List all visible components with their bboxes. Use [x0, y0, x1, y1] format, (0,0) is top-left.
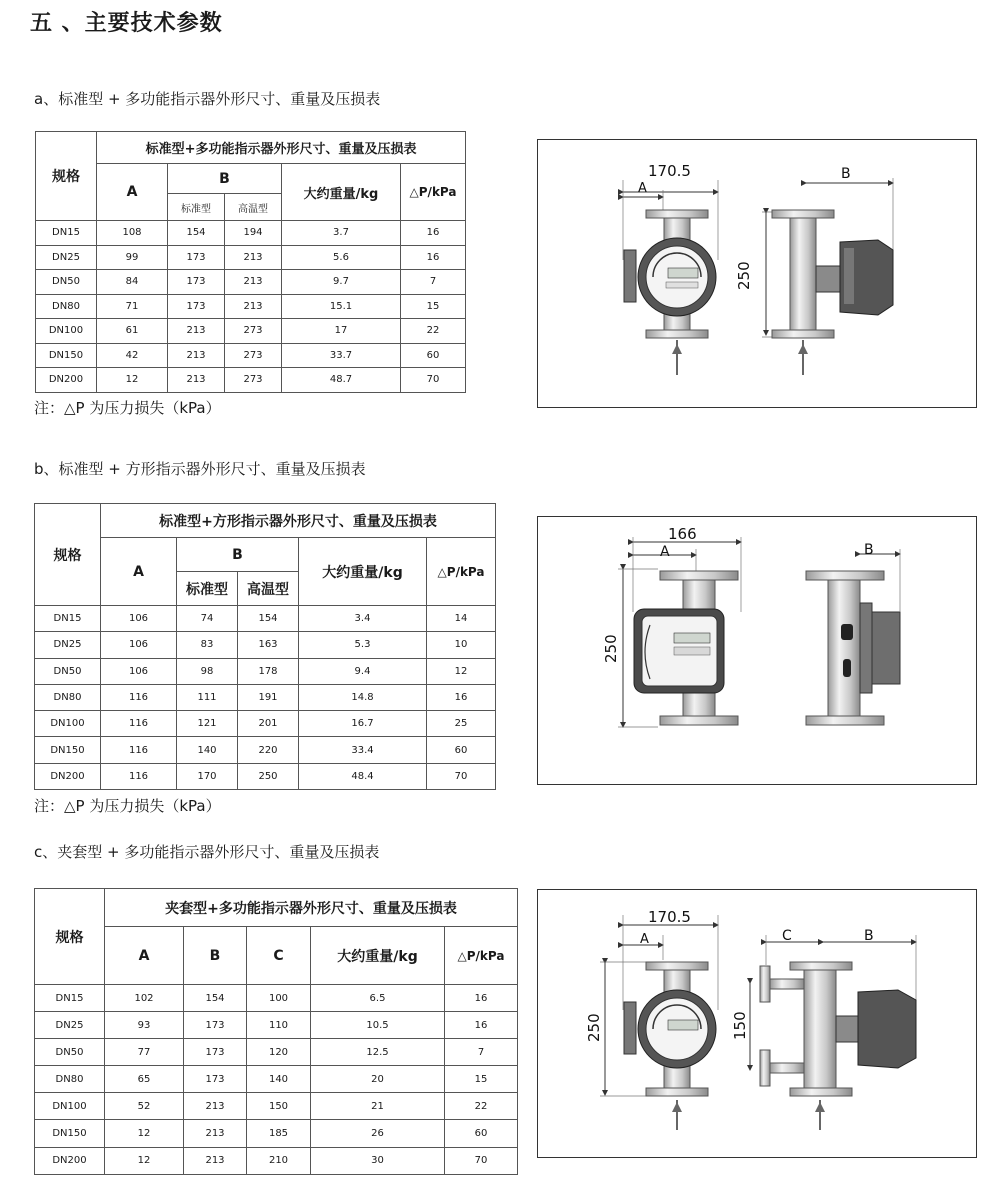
- dim-a: A: [640, 932, 649, 947]
- table-cell: 15: [445, 1066, 518, 1093]
- table-title: 夹套型+多功能指示器外形尺寸、重量及压损表: [105, 889, 518, 927]
- table-cell: DN200: [35, 1147, 105, 1174]
- table-cell: 61: [97, 319, 168, 344]
- table-cell: DN25: [36, 245, 97, 270]
- note-a: 注：△P 为压力损失（kPa）: [34, 399, 221, 417]
- table-row: [35, 1093, 518, 1120]
- table-cell: 71: [97, 294, 168, 319]
- table-cell: 16: [401, 245, 466, 270]
- table-row: [36, 221, 466, 246]
- table-title: 标准型+方形指示器外形尺寸、重量及压损表: [101, 504, 496, 538]
- table-cell: 9.4: [299, 658, 427, 684]
- table-cell: 98: [177, 658, 238, 684]
- table-cell: 16: [427, 684, 496, 710]
- col-weight: 大约重量/kg: [282, 164, 401, 221]
- table-cell: 22: [445, 1093, 518, 1120]
- table-row: [36, 368, 466, 393]
- table-row: [35, 1147, 518, 1174]
- table-cell: 65: [105, 1066, 184, 1093]
- table-cell: 16: [445, 1012, 518, 1039]
- table-cell: 178: [238, 658, 299, 684]
- table-cell: DN15: [35, 606, 101, 632]
- table-row: [35, 1039, 518, 1066]
- section-c-subtitle: c、夹套型 + 多功能指示器外形尺寸、重量及压损表: [34, 843, 380, 861]
- table-cell: DN150: [35, 1120, 105, 1147]
- table-cell: 191: [238, 684, 299, 710]
- table-cell: 48.7: [282, 368, 401, 393]
- table-c: [34, 888, 518, 1175]
- figure-a: [537, 139, 977, 408]
- table-cell: 116: [101, 737, 177, 763]
- dim-total: 166: [668, 525, 697, 543]
- dim-a: A: [638, 181, 647, 196]
- table-cell: 154: [168, 221, 225, 246]
- table-cell: 111: [177, 684, 238, 710]
- table-cell: 173: [184, 1066, 247, 1093]
- table-cell: 154: [238, 606, 299, 632]
- table-cell: 106: [101, 658, 177, 684]
- table-cell: 99: [97, 245, 168, 270]
- table-cell: 93: [105, 1012, 184, 1039]
- table-cell: 12: [105, 1120, 184, 1147]
- table-cell: 173: [184, 1039, 247, 1066]
- table-cell: 77: [105, 1039, 184, 1066]
- col-spec: 规格: [36, 132, 97, 221]
- table-cell: 120: [247, 1039, 311, 1066]
- table-row: [35, 1120, 518, 1147]
- table-cell: 173: [184, 1012, 247, 1039]
- section-a-subtitle: a、标准型 + 多功能指示器外形尺寸、重量及压损表: [34, 90, 381, 108]
- table-cell: 6.5: [311, 985, 445, 1012]
- table-a: [35, 131, 466, 393]
- table-row: [35, 711, 496, 737]
- table-cell: 16: [401, 221, 466, 246]
- table-cell: 210: [247, 1147, 311, 1174]
- table-cell: DN100: [36, 319, 97, 344]
- col-a: A: [97, 164, 168, 221]
- table-cell: 154: [184, 985, 247, 1012]
- table-cell: 116: [101, 711, 177, 737]
- table-cell: 83: [177, 632, 238, 658]
- table-cell: DN15: [36, 221, 97, 246]
- table-cell: 9.7: [282, 270, 401, 295]
- table-cell: 116: [101, 763, 177, 789]
- dim-height: 250: [602, 634, 620, 663]
- table-cell: 140: [247, 1066, 311, 1093]
- table-cell: 33.7: [282, 343, 401, 368]
- table-cell: 33.4: [299, 737, 427, 763]
- table-row: [36, 319, 466, 344]
- table-cell: DN200: [35, 763, 101, 789]
- table-row: [35, 606, 496, 632]
- col-b: B: [177, 538, 299, 572]
- col-b: B: [168, 164, 282, 194]
- table-cell: 70: [445, 1147, 518, 1174]
- table-row: [36, 245, 466, 270]
- table-b: [34, 503, 496, 790]
- table-cell: 194: [225, 221, 282, 246]
- dim-b: B: [864, 928, 874, 944]
- table-cell: 20: [311, 1066, 445, 1093]
- col-b-standard: 标准型: [177, 572, 238, 606]
- page-title: 五 、主要技术参数: [30, 11, 223, 36]
- table-cell: 21: [311, 1093, 445, 1120]
- dim-a: A: [660, 544, 670, 560]
- table-cell: DN50: [36, 270, 97, 295]
- table-row: [36, 294, 466, 319]
- table-cell: 173: [168, 245, 225, 270]
- table-cell: 70: [401, 368, 466, 393]
- col-a: A: [105, 927, 184, 985]
- dim-b: B: [864, 542, 874, 558]
- table-cell: 26: [311, 1120, 445, 1147]
- col-spec: 规格: [35, 504, 101, 606]
- table-cell: 150: [247, 1093, 311, 1120]
- table-cell: 3.7: [282, 221, 401, 246]
- table-row: [35, 737, 496, 763]
- table-cell: 12.5: [311, 1039, 445, 1066]
- table-cell: DN80: [35, 684, 101, 710]
- table-cell: 213: [168, 319, 225, 344]
- table-cell: 102: [105, 985, 184, 1012]
- table-cell: DN80: [36, 294, 97, 319]
- table-cell: 7: [401, 270, 466, 295]
- col-b-hightemp: 高温型: [225, 194, 282, 221]
- dim-height: 250: [735, 261, 753, 290]
- table-cell: 60: [401, 343, 466, 368]
- table-cell: 60: [427, 737, 496, 763]
- table-cell: 15.1: [282, 294, 401, 319]
- section-b-subtitle: b、标准型 + 方形指示器外形尺寸、重量及压损表: [34, 460, 366, 478]
- table-cell: 273: [225, 319, 282, 344]
- table-cell: 201: [238, 711, 299, 737]
- col-dp: △P/kPa: [401, 164, 466, 221]
- table-cell: DN200: [36, 368, 97, 393]
- table-cell: 213: [184, 1147, 247, 1174]
- table-cell: 60: [445, 1120, 518, 1147]
- table-cell: 213: [168, 343, 225, 368]
- col-dp: △P/kPa: [427, 538, 496, 606]
- col-weight: 大约重量/kg: [299, 538, 427, 606]
- dim-c: C: [782, 928, 792, 944]
- table-cell: 16: [445, 985, 518, 1012]
- dim-total: 170.5: [648, 162, 691, 180]
- col-b-standard: 标准型: [168, 194, 225, 221]
- table-cell: 17: [282, 319, 401, 344]
- col-b-hightemp: 高温型: [238, 572, 299, 606]
- table-cell: 42: [97, 343, 168, 368]
- table-cell: DN50: [35, 658, 101, 684]
- table-cell: 185: [247, 1120, 311, 1147]
- table-cell: 16.7: [299, 711, 427, 737]
- table-cell: DN25: [35, 1012, 105, 1039]
- table-cell: 140: [177, 737, 238, 763]
- dim-height: 250: [585, 1013, 603, 1042]
- table-cell: 7: [445, 1039, 518, 1066]
- table-row: [36, 343, 466, 368]
- col-weight: 大约重量/kg: [311, 927, 445, 985]
- table-cell: 10: [427, 632, 496, 658]
- table-cell: 5.6: [282, 245, 401, 270]
- table-cell: 5.3: [299, 632, 427, 658]
- table-cell: 100: [247, 985, 311, 1012]
- col-b: B: [184, 927, 247, 985]
- table-cell: 121: [177, 711, 238, 737]
- table-cell: 213: [184, 1093, 247, 1120]
- table-row: [35, 763, 496, 789]
- dim-b: B: [841, 166, 851, 182]
- table-cell: DN150: [35, 737, 101, 763]
- table-cell: DN25: [35, 632, 101, 658]
- col-c: C: [247, 927, 311, 985]
- table-row: [36, 270, 466, 295]
- table-cell: 273: [225, 368, 282, 393]
- table-cell: 213: [168, 368, 225, 393]
- table-cell: 110: [247, 1012, 311, 1039]
- table-cell: 170: [177, 763, 238, 789]
- dim-height2: 150: [731, 1011, 749, 1040]
- table-cell: 106: [101, 606, 177, 632]
- table-cell: 10.5: [311, 1012, 445, 1039]
- table-cell: 173: [168, 294, 225, 319]
- table-cell: 173: [168, 270, 225, 295]
- table-cell: 213: [225, 245, 282, 270]
- table-cell: 52: [105, 1093, 184, 1120]
- table-row: [35, 632, 496, 658]
- dim-total: 170.5: [648, 908, 691, 926]
- table-cell: 48.4: [299, 763, 427, 789]
- table-cell: 30: [311, 1147, 445, 1174]
- table-cell: 12: [97, 368, 168, 393]
- table-cell: 220: [238, 737, 299, 763]
- table-cell: 25: [427, 711, 496, 737]
- table-cell: 84: [97, 270, 168, 295]
- table-cell: 108: [97, 221, 168, 246]
- figure-b: [537, 516, 977, 785]
- table-cell: 213: [225, 270, 282, 295]
- table-row: [35, 1012, 518, 1039]
- table-cell: 163: [238, 632, 299, 658]
- figure-c: [537, 889, 977, 1158]
- table-cell: 15: [401, 294, 466, 319]
- note-b: 注：△P 为压力损失（kPa）: [34, 797, 221, 815]
- table-cell: 106: [101, 632, 177, 658]
- table-cell: 213: [225, 294, 282, 319]
- table-cell: 250: [238, 763, 299, 789]
- table-cell: 22: [401, 319, 466, 344]
- table-cell: DN100: [35, 1093, 105, 1120]
- table-cell: 70: [427, 763, 496, 789]
- table-cell: 74: [177, 606, 238, 632]
- col-dp: △P/kPa: [445, 927, 518, 985]
- table-title: 标准型+多功能指示器外形尺寸、重量及压损表: [97, 132, 466, 164]
- col-spec: 规格: [35, 889, 105, 985]
- table-cell: 3.4: [299, 606, 427, 632]
- table-row: [35, 684, 496, 710]
- col-a: A: [101, 538, 177, 606]
- table-cell: DN80: [35, 1066, 105, 1093]
- table-row: [35, 985, 518, 1012]
- table-row: [35, 1066, 518, 1093]
- table-cell: DN15: [35, 985, 105, 1012]
- table-cell: 12: [427, 658, 496, 684]
- table-cell: DN50: [35, 1039, 105, 1066]
- table-cell: DN100: [35, 711, 101, 737]
- table-cell: 12: [105, 1147, 184, 1174]
- table-row: [35, 658, 496, 684]
- table-cell: 14: [427, 606, 496, 632]
- table-cell: 273: [225, 343, 282, 368]
- table-cell: 213: [184, 1120, 247, 1147]
- table-cell: 14.8: [299, 684, 427, 710]
- table-cell: DN150: [36, 343, 97, 368]
- table-cell: 116: [101, 684, 177, 710]
